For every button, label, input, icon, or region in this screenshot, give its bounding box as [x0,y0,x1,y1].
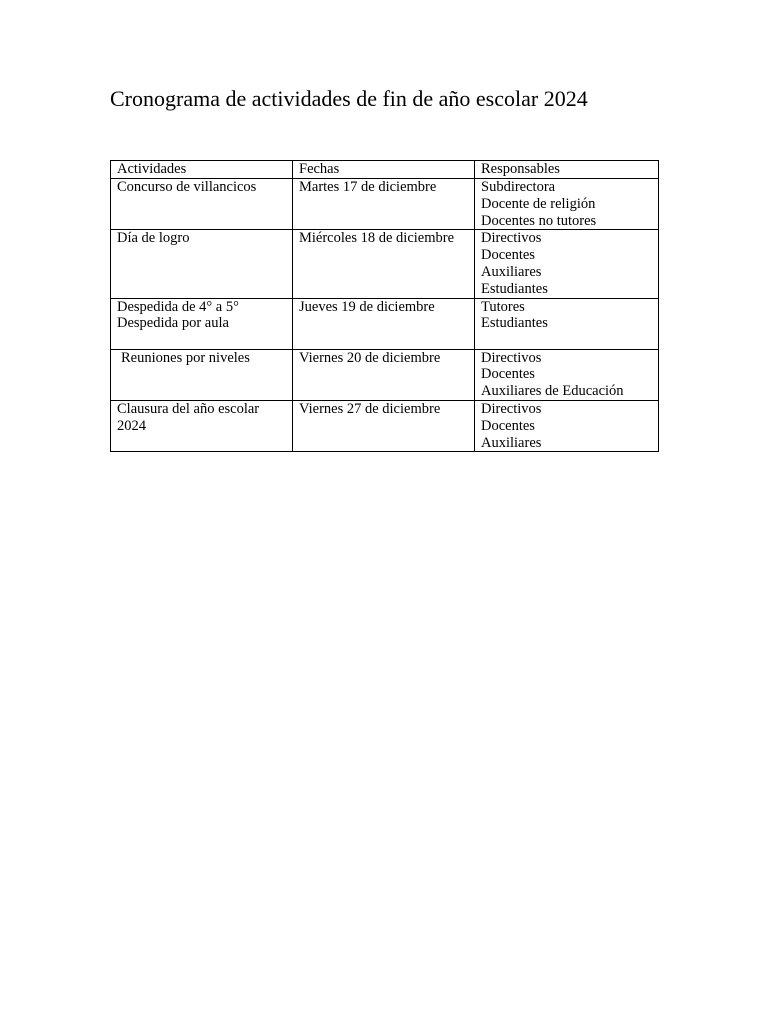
responsable-line: Docente de religión [481,195,596,212]
responsable-line: Directivos [481,349,542,366]
date-cell [293,298,475,349]
responsables-cell [475,400,659,451]
responsable-line: Auxiliares de Educación [481,383,624,400]
responsable-line: Docentes no tutores [481,212,597,229]
date-text: Jueves 19 de diciembre [299,298,435,315]
responsables-cell [475,230,659,298]
date-text: Martes 17 de diciembre [299,179,437,195]
header-responsables: Responsables [475,161,659,179]
activity-line: Clausura del año escolar 2024 [117,400,260,434]
activity-line: Día de logro [117,230,190,247]
activity-cell [111,230,293,298]
table-row [111,400,659,451]
responsable-line: Subdirectora [481,179,556,195]
date-cell [293,179,475,230]
activity-cell [111,400,293,451]
date-cell [293,349,475,400]
responsables-cell [475,349,659,400]
activity-cell [111,298,293,349]
activity-line: Reuniones por niveles [121,349,250,366]
schedule-table [110,160,659,452]
responsable-line: Directivos [481,230,542,247]
responsable-line: Directivos [481,400,542,417]
table-row [111,349,659,400]
header-fechas: Fechas [293,161,475,179]
responsable-line: Estudiantes [481,315,548,332]
responsable-line: Docentes [481,417,535,434]
responsable-line: Estudiantes [481,280,548,297]
responsables-cell [475,179,659,230]
date-cell [293,400,475,451]
responsable-line: Docentes [481,247,535,264]
table-row [111,179,659,230]
activity-cell [111,179,293,230]
responsables-cell [475,298,659,349]
activity-line: Despedida de 4° a 5° [117,298,239,315]
table-row [111,298,659,349]
responsable-line: Docentes [481,366,535,383]
date-text: Viernes 20 de diciembre [299,349,441,366]
responsable-line: Auxiliares [481,263,542,280]
table-row [111,230,659,298]
activity-line: Concurso de villancicos [117,179,257,195]
document-title: Cronograma de actividades de fin de año escolar 2024 [110,86,588,111]
table-header-row [111,161,659,179]
responsable-line: Auxiliares [481,434,542,451]
date-text: Miércoles 18 de diciembre [299,230,455,247]
date-text: Viernes 27 de diciembre [299,400,441,417]
responsable-line: Tutores [481,298,525,315]
header-actividades: Actividades [111,161,293,179]
date-cell [293,230,475,298]
activity-cell [111,349,293,400]
activity-line: Despedida por aula [117,315,229,332]
